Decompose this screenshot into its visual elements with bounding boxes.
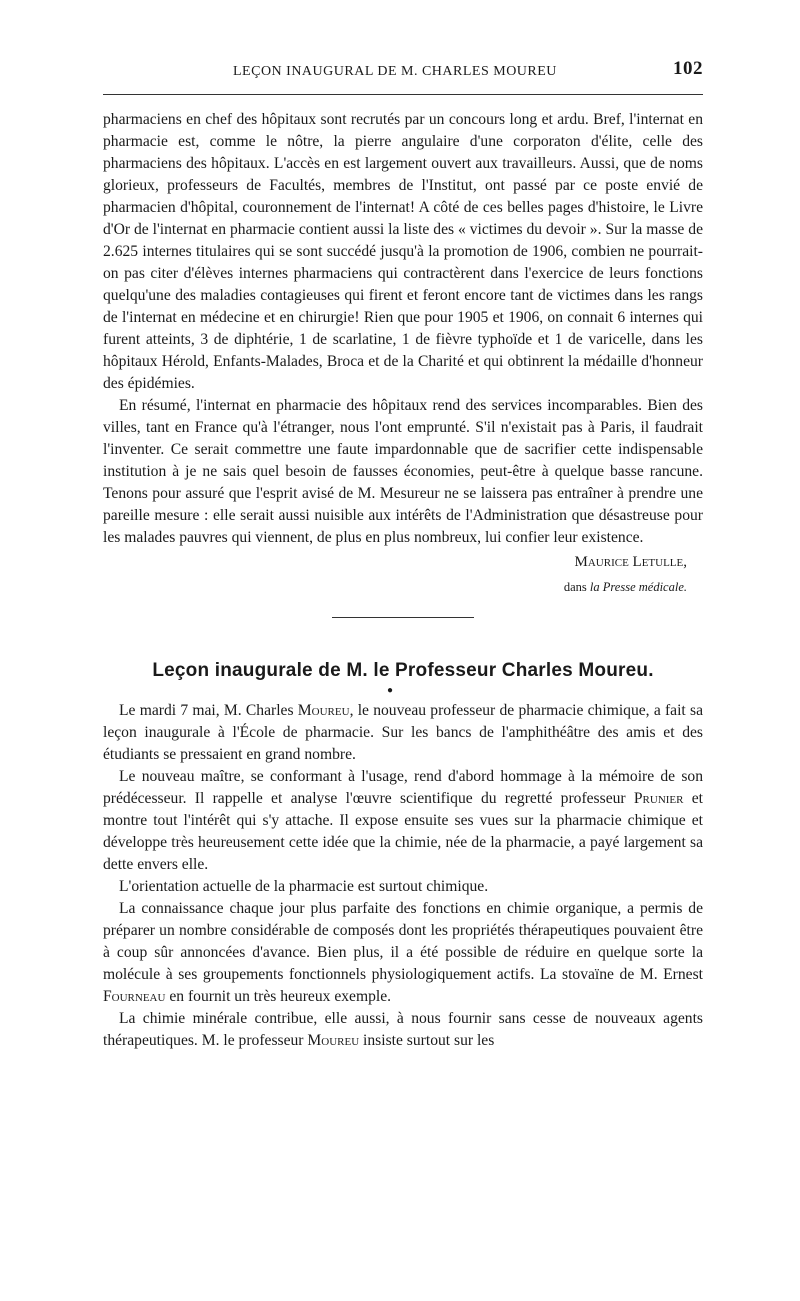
person-name: Moureu — [297, 702, 350, 719]
source-journal: la Presse médicale. — [589, 580, 687, 594]
author-signature: Maurice Letulle, — [574, 554, 687, 570]
person-name: Prunier — [633, 790, 684, 807]
article1-paragraph-1: pharmaciens en chef des hôpitaux sont recrutés par un concours long et ardu. Bref, l'internat en pharmacie est, comme le nôtre, la pierre angulaire d'une corporaton d'élite, celle des pharmaciens des hôpitaux. L'accès en est largement ouvert aux travailleurs. Aussi, que de noms glorieux, professeurs de Facultés, membres de l'Institut, ont passé par ce poste envié de pharmacien d'hôpital, couronnement de l'internat! A côté de ces belles pages d'histoire, le Livre d'Or de l'internat en pharmacie contient aussi la liste des « victimes du devoir ». Sur la masse de 2.625 internes titulaires qui se sont succédé jusqu'à la promotion de 1906, combien ne pourrait-on pas citer d'élèves internes pharmaciens qui contractèrent dans l'exercice de leurs fonctions quelqu'une des maladies contagieuses qui firent et feront encore tant de victimes dans les rangs de l'internat en médecine et en chirurgie! Rien que pour 1905 et 1906, on connait 6 internes qui furent atteints, 3 de diphtérie, 1 de scarlatine, 1 de fièvre typhoïde et 1 de varicelle, dans les hôpitaux Hérold, Enfants-Malades, Broca et de la Charité et qui obtinrent la médaille d'honneur des épidémies. — [103, 111, 703, 392]
article-letulle — [103, 109, 703, 597]
article2-paragraph-4: La connaissance chaque jour plus parfaite des fonctions en chimie organique, a permis de préparer un nombre considérable de composés dont les propriétés thérapeutiques pouvaient être à coup sûr annoncées d'avance. Bien plus, il a été possible de réduire en quelque sorte la molécule à ses groupements fonctionnels physiologiquement actifs. La stovaïne de M. Ernest Fourneau en fournit un très heureux exemple. — [103, 900, 703, 1005]
section-divider — [332, 617, 474, 618]
page-number: 102 — [673, 58, 703, 79]
article1-paragraph-2: En résumé, l'internat en pharmacie des hôpitaux rend des services incomparables. Bien des villes, tant en France qu'à l'étranger, nous l'ont emprunté. S'il n'existait pas à Paris, il faudrait l'inventer. Ce serait commettre une faute impardonnable que de sacrifier cette indispensable institution à je ne sais quel besoin de fausses économies, peut-être à quelque basse rancune. Tenons pour assuré que l'esprit avisé de M. Mesureur ne se laissera pas entraîner à prendre une pareille mesure : elle serait aussi nuisible aux intérêts de l'Administration que désastreuse pour les malades pauvres qui viennent, de plus en plus nombreux, lui confier leur existence. — [103, 397, 703, 546]
article2-paragraph-3: L'orientation actuelle de la pharmacie est surtout chimique. — [119, 878, 489, 895]
article2-paragraph-5: La chimie minérale contribue, elle aussi, à nous fournir sans cesse de nouveaux agents thérapeutiques. M. le professeur Moureu insiste surtout sur les — [103, 1010, 703, 1049]
header-rule — [103, 94, 703, 95]
bullet-mark: ● — [387, 685, 394, 696]
document-page — [103, 58, 703, 1052]
article-moureu — [103, 660, 703, 1052]
person-name: Moureu — [307, 1032, 360, 1049]
source-prefix: dans — [563, 580, 590, 594]
source-citation — [103, 577, 703, 597]
running-title: LEÇON INAUGURAL DE M. CHARLES MOUREU — [233, 64, 557, 79]
article2-paragraph-2: Le nouveau maître, se conformant à l'usage, rend d'abord hommage à la mémoire de son prédécesseur. Il rappelle et analyse l'œuvre scientifique du regretté professeur Prunier et montre tout l'intérêt qui s'y attache. Il expose ensuite ses vues sur la pharmacie chimique et développe très heureusement cette idée que la chimie, née de la pharmacie, a payé largement sa dette envers elle. — [103, 768, 703, 873]
running-header — [103, 58, 703, 86]
person-name: Fourneau — [103, 988, 166, 1005]
article2-paragraph-1: Le mardi 7 mai, M. Charles Moureu, le nouveau professeur de pharmacie chimique, a fait sa leçon inaugurale à l'École de pharmacie. Sur les bancs de l'amphithéâtre des amis et des étudiants se pressaient en grand nombre. — [103, 702, 704, 763]
section-title: Leçon inaugurale de M. le Professeur Charles Moureu. — [152, 660, 654, 681]
